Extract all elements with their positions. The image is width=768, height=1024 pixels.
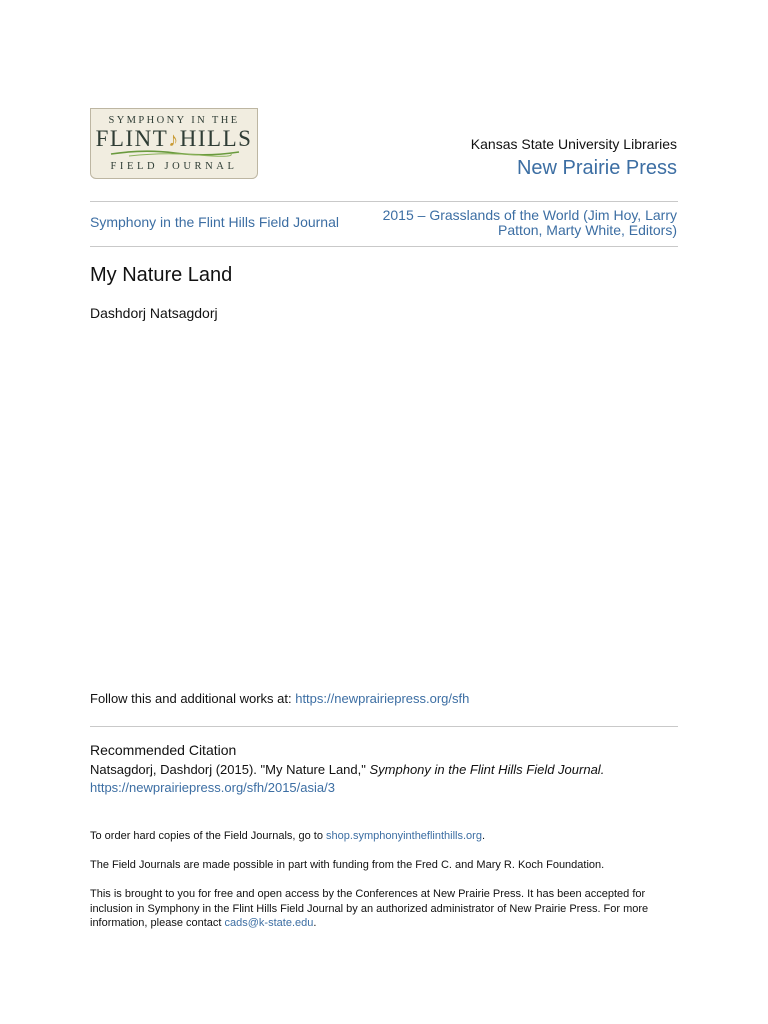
divider-top — [90, 201, 678, 202]
article-title: My Nature Land — [90, 264, 233, 286]
logo-flint: FLINT — [95, 126, 169, 151]
funding-note: The Field Journals are made possible in part with funding from the Fred C. and Mary R. Koch Foundation. — [90, 859, 605, 871]
logo-hills: HILLS — [179, 126, 253, 151]
citation-body: Natsagdorj, Dashdorj (2015). "My Nature Land," — [90, 762, 370, 777]
divider-nav — [90, 246, 678, 247]
issue-link[interactable] — [377, 208, 677, 238]
follow-label: Follow this and additional works at: — [90, 691, 296, 706]
citation-journal: Symphony in the Flint Hills Field Journal. — [369, 762, 605, 777]
institution-name: Kansas State University Libraries — [470, 136, 677, 152]
citation-heading: Recommended Citation — [90, 742, 237, 758]
shop-link[interactable]: shop.symphonyintheflinthills.org — [326, 830, 482, 842]
article-author: Dashdorj Natsagdorj — [90, 305, 218, 321]
follow-line — [90, 691, 469, 706]
access-note — [90, 887, 678, 931]
divider-citation — [90, 726, 678, 727]
access-end: . — [313, 917, 317, 929]
issue-link-line-2: Patton, Marty White, Editors) — [498, 222, 677, 238]
citation-text — [90, 762, 604, 777]
new-prairie-press-link[interactable]: New Prairie Press — [516, 157, 677, 179]
follow-url-link[interactable]: https://newprairiepress.org/sfh — [295, 691, 470, 706]
journal-link[interactable]: Symphony in the Flint Hills Field Journal — [90, 214, 339, 230]
logo-line-1: SYMPHONY IN THE — [108, 115, 240, 126]
access-line-3: information, please contact — [90, 917, 225, 929]
order-text: To order hard copies of the Field Journals, go to — [90, 830, 327, 842]
journal-logo[interactable] — [90, 108, 258, 179]
issue-link-line-1: 2015 – Grasslands of the World (Jim Hoy, Larry — [382, 207, 677, 223]
access-line-1: This is brought to you for free and open access by the Conferences at New Prairie Press. It has been accepted for — [90, 888, 646, 900]
grass-wave-icon — [109, 148, 241, 158]
access-line-2: inclusion in Symphony in the Flint Hills Field Journal by an authorized administrator of New Prairie Press. For more — [90, 902, 649, 915]
order-end: . — [481, 830, 486, 842]
citation-url-link[interactable]: https://newprairiepress.org/sfh/2015/asia/3 — [90, 780, 335, 795]
music-note-icon: ♪ — [168, 129, 180, 151]
order-note — [90, 829, 678, 844]
logo-line-3: FIELD JOURNAL — [110, 161, 238, 172]
contact-email-link[interactable]: cads@k-state.edu — [224, 917, 314, 929]
